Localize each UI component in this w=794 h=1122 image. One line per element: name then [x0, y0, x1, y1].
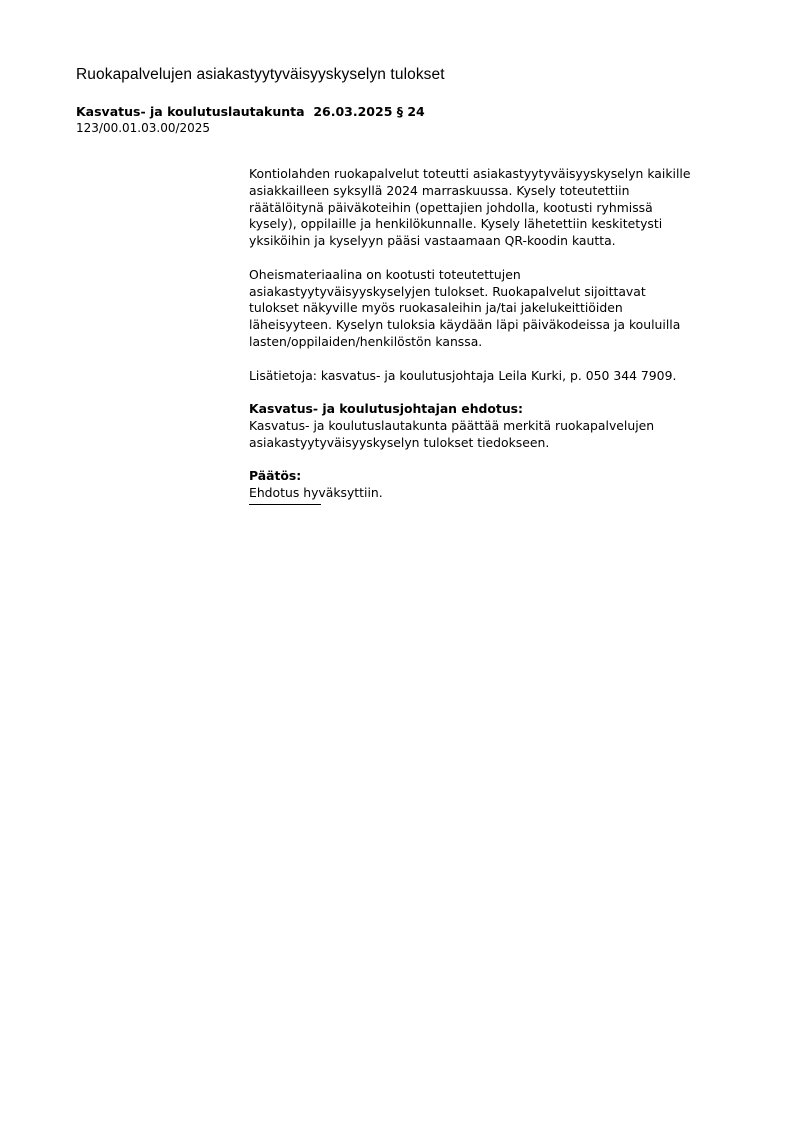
section-number: § 24: [396, 104, 425, 119]
text-line: asiakkailleen syksyllä 2024 marraskuussa. Kysely toteutettiin: [249, 182, 630, 198]
record-number: 123/00.01.03.00/2025: [76, 121, 211, 135]
text-line: Lisätietoja: kasvatus- ja koulutusjohtaja Leila Kurki, p. 050 344 7909.: [249, 367, 677, 383]
decision-section: [249, 468, 749, 502]
paragraph-attachment: [249, 267, 749, 351]
decision-text: Ehdotus hyväksyttiin.: [249, 485, 383, 501]
text-line: räätälöitynä päiväkoteihin (opettajien johdolla, kootusti ryhmissä: [249, 199, 653, 215]
closing-rule: [249, 504, 321, 505]
text-line: Kontiolahden ruokapalvelut toteutti asiakastyytyväisyyskyselyn kaikille: [249, 166, 691, 181]
meeting-info: [76, 104, 425, 119]
text-line: Oheismateriaalina on kootusti toteutettujen: [249, 266, 521, 282]
text-line: kysely), oppilaille ja henkilökunnalle. Kysely lähetettiin keskitetysti: [249, 216, 663, 232]
proposal-heading: Kasvatus- ja koulutusjohtajan ehdotus:: [249, 401, 523, 417]
committee-name: Kasvatus- ja koulutuslautakunta: [76, 104, 305, 119]
text-line: läheisyyteen. Kyselyn tuloksia käydään läpi päiväkodeissa ja kouluilla: [249, 317, 681, 333]
decision-heading: Päätös:: [249, 468, 302, 484]
text-line: tulokset näkyville myös ruokasaleihin ja/tai jakelukeittiöiden: [249, 300, 623, 316]
text-line: asiakastyytyväisyyskyselyn tulokset tiedokseen.: [249, 434, 550, 450]
text-line: lasten/oppilaiden/henkilöstön kanssa.: [249, 333, 483, 349]
text-line: yksiköihin ja kyselyyn pääsi vastaamaan QR-koodin kautta.: [249, 233, 616, 249]
meeting-date: 26.03.2025: [313, 104, 393, 119]
text-line: asiakastyytyväisyyskyselyjen tulokset. Ruokapalvelut sijoittavat: [249, 283, 646, 299]
paragraph-background: [249, 166, 749, 250]
document-body: [249, 166, 749, 505]
text-line: Kasvatus- ja koulutuslautakunta päättää merkitä ruokapalvelujen: [249, 417, 655, 433]
proposal-section: [249, 401, 749, 451]
paragraph-contact-info: [249, 368, 749, 385]
page-title: Ruokapalvelujen asiakastyytyväisyyskyselyn tulokset: [76, 66, 445, 83]
